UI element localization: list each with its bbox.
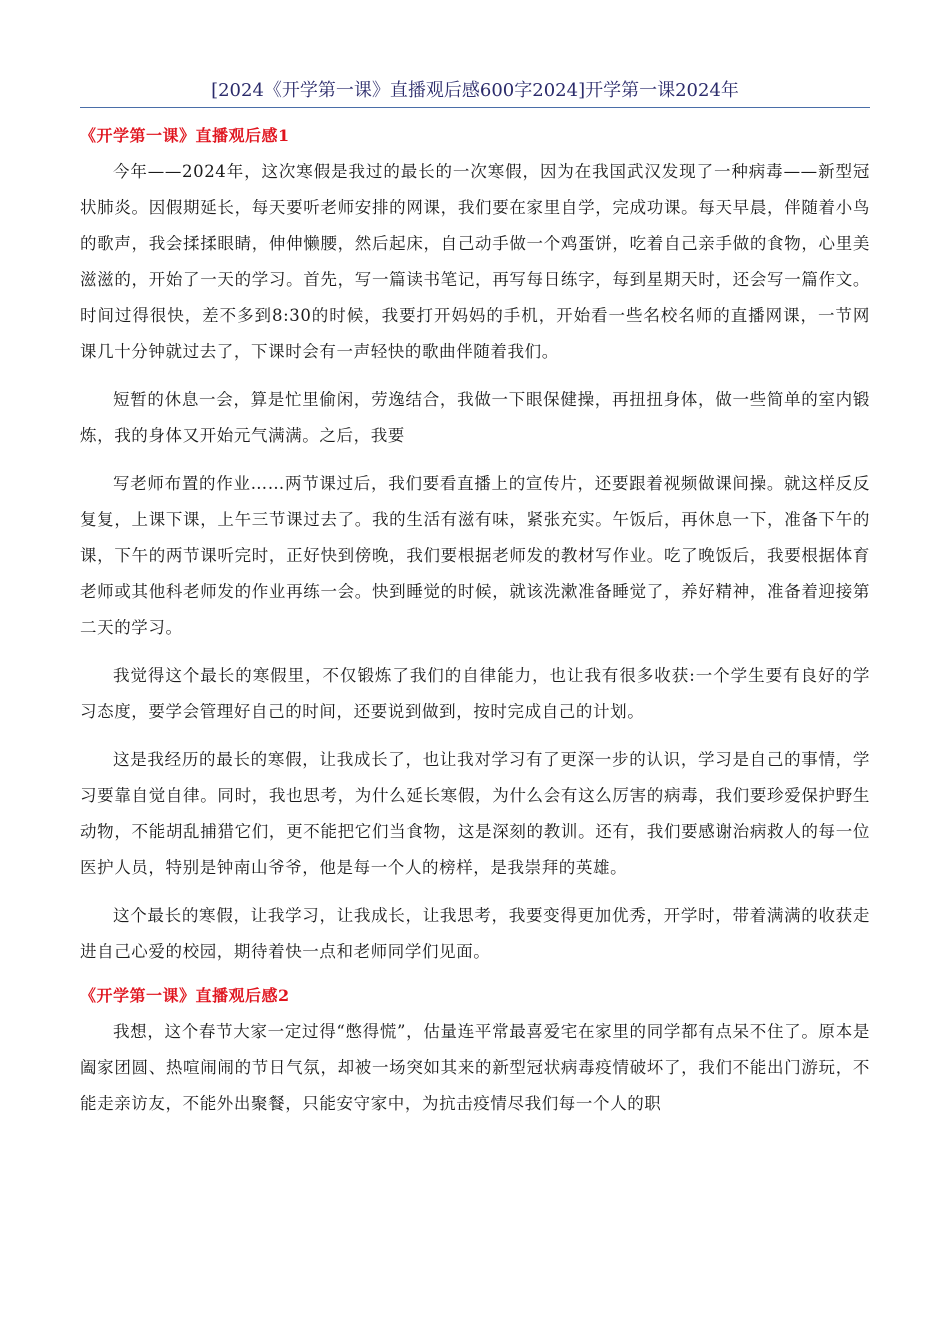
paragraph: 写老师布置的作业……两节课过后，我们要看直播上的宣传片，还要跟着视频做课间操。就这样反反复复，上课下课，上午三节课过去了。我的生活有滋有味，紧张充实。午饭后，再休息一下，准备下午的课，下午的两节课听完时，正好快到傍晚，我们要根据老师发的教材写作业。吃了晚饭后，我要根据体育老师或其他科老师发的作业再练一会。快到睡觉的时候，就该洗漱准备睡觉了，养好精神，准备着迎接第二天的学习。: [80, 474, 870, 637]
page-header: [2024《开学第一课》直播观后感600字2024]开学第一课2024年: [80, 78, 870, 108]
section-title: 《开学第一课》直播观后感1: [80, 126, 290, 145]
paragraph: 今年——2024年，这次寒假是我过的最长的一次寒假，因为在我国武汉发现了一种病毒——新型冠状肺炎。因假期延长，每天要听老师安排的网课，我们要在家里自学，完成功课。每天早晨，伴随着小鸟的歌声，我会揉揉眼睛，伸伸懒腰，然后起床，自己动手做一个鸡蛋饼，吃着自己亲手做的食物，心里美滋滋的，开始了一天的学习。首先，写一篇读书笔记，再写每日练字，每到星期天时，还会写一篇作文。时间过得很快，差不多到8:30的时候，我要打开妈妈的手机，开始看一些名校名师的直播网课，一节网课几十分钟就过去了，下课时会有一声轻快的歌曲伴随着我们。: [80, 162, 870, 361]
paragraph: 我想，这个春节大家一定过得“憋得慌”，估量连平常最喜爱宅在家里的同学都有点呆不住了。原本是阖家团圆、热喧闹闹的节日气氛，却被一场突如其来的新型冠状病毒疫情破坏了，我们不能出门游玩，不能走亲访友，不能外出聚餐，只能安守家中，为抗击疫情尽我们每一个人的职: [80, 1022, 870, 1113]
section-2: [80, 982, 870, 1122]
section-title: 《开学第一课》直播观后感2: [80, 986, 290, 1005]
paragraph: 这是我经历的最长的寒假，让我成长了，也让我对学习有了更深一步的认识，学习是自己的事情，学习要靠自觉自律。同时，我也思考，为什么延长寒假，为什么会有这么厉害的病毒，我们要珍爱保护野生动物，不能胡乱捕猎它们，更不能把它们当食物，这是深刻的教训。还有，我们要感谢治病救人的每一位医护人员，特别是钟南山爷爷，他是每一个人的榜样，是我崇拜的英雄。: [80, 750, 870, 877]
section-1: [80, 122, 870, 970]
paragraph: 这个最长的寒假，让我学习，让我成长，让我思考，我要变得更加优秀，开学时，带着满满的收获走进自己心爱的校园，期待着快一点和老师同学们见面。: [80, 906, 870, 961]
document-body: [80, 122, 870, 1134]
paragraph: 短暂的休息一会，算是忙里偷闲，劳逸结合，我做一下眼保健操，再扭扭身体，做一些简单的室内锻炼，我的身体又开始元气满满。之后，我要: [80, 390, 870, 445]
paragraph: 我觉得这个最长的寒假里，不仅锻炼了我们的自律能力，也让我有很多收获:一个学生要有良好的学习态度，要学会管理好自己的时间，还要说到做到，按时完成自己的计划。: [80, 666, 870, 721]
